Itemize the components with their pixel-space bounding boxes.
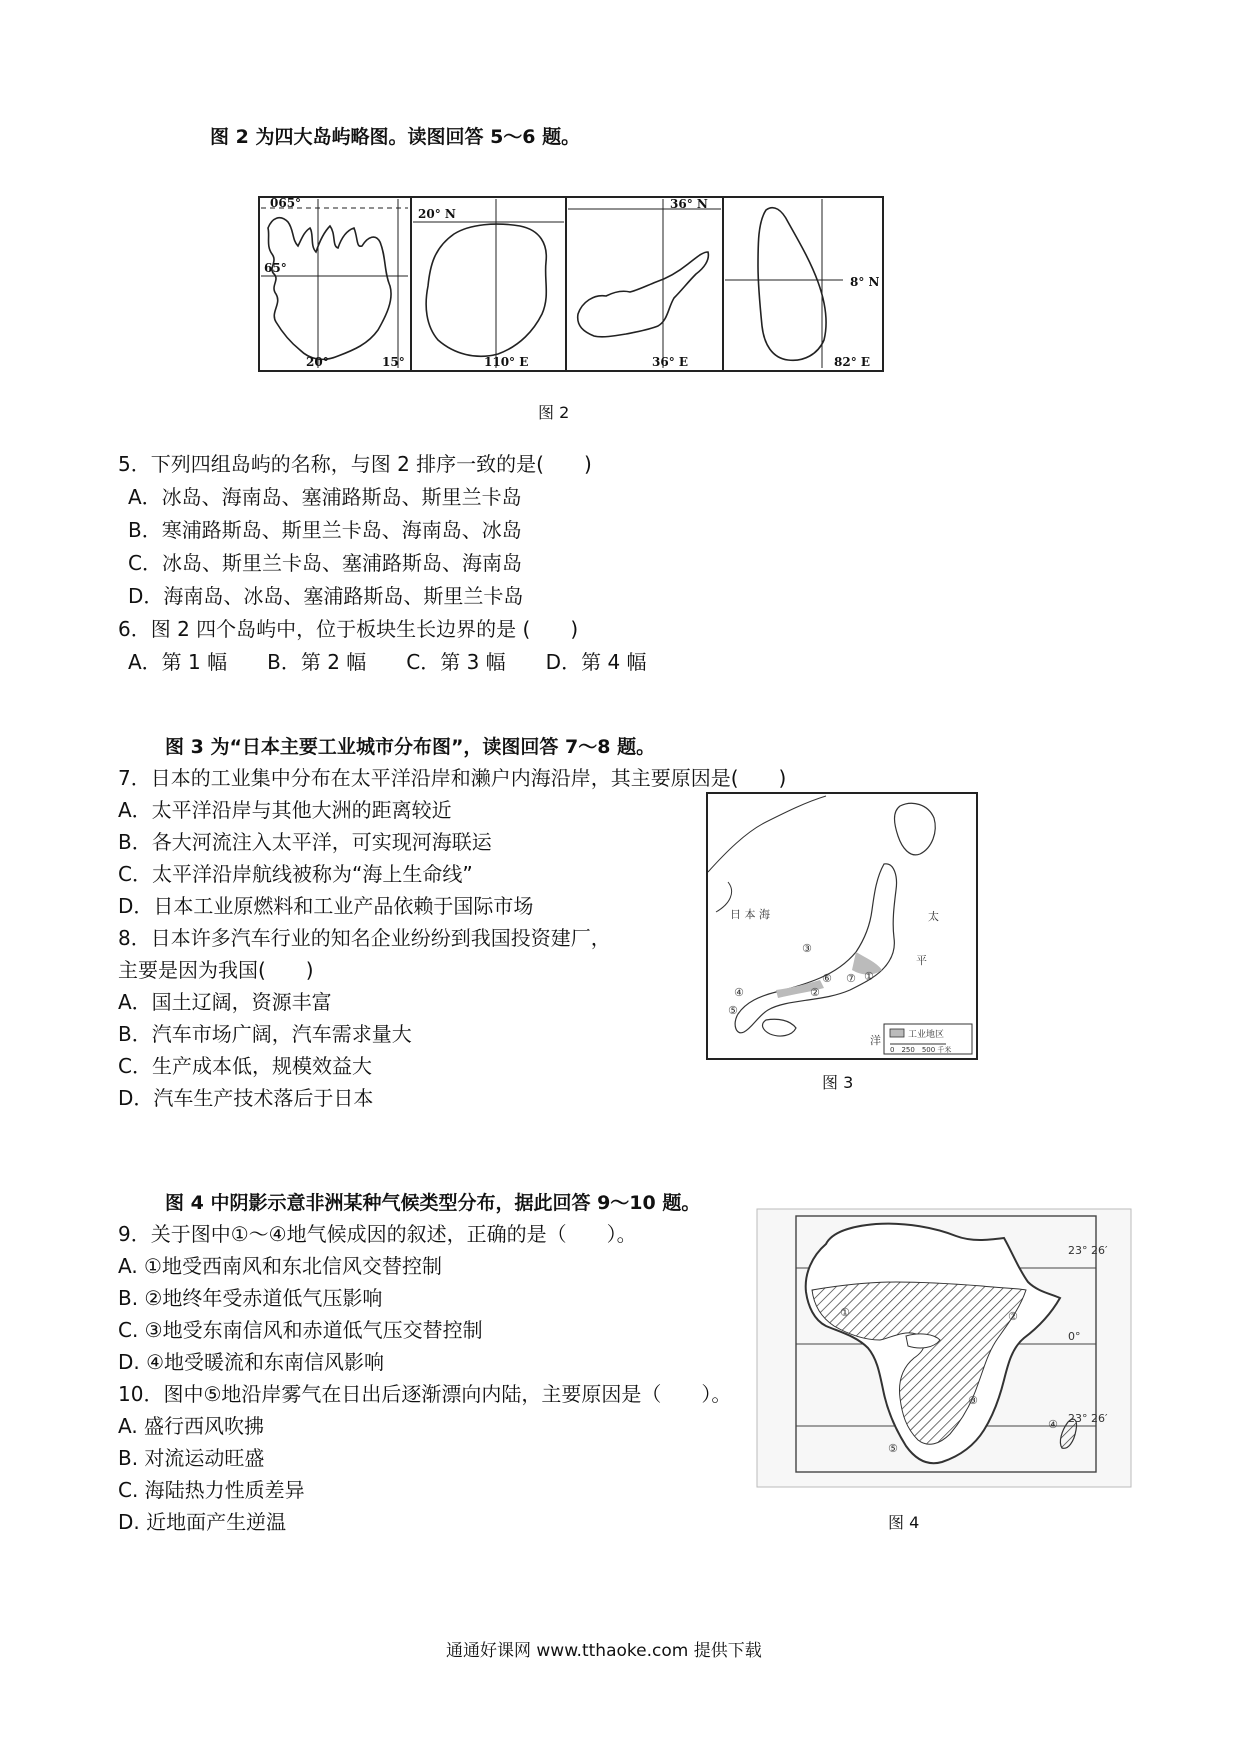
africa-marker-1: ① xyxy=(840,1306,850,1319)
section3-heading: 图 4 中阴影示意非洲某种气候类型分布，据此回答 9～10 题。 xyxy=(165,1192,701,1214)
question-10-stem: 10．图中⑤地沿岸雾气在日出后逐渐漂向内陆，主要原因是（ ）。 xyxy=(118,1382,732,1406)
question-9-option-d: D. ④地受暖流和东南信风影响 xyxy=(118,1350,385,1374)
ocean-char-2: 平 xyxy=(916,954,927,967)
africa-marker-4: ④ xyxy=(1048,1418,1058,1431)
sea-of-japan-label: 日 本 海 xyxy=(730,908,770,921)
panel4-lat-label: 8° N xyxy=(850,275,880,289)
question-5-stem: 5．下列四组岛屿的名称，与图 2 排序一致的是( ) xyxy=(118,452,592,476)
figure-3-caption: 图 3 xyxy=(822,1073,854,1092)
africa-marker-2: ② xyxy=(1008,1310,1018,1323)
question-6-options: A．第 1 幅 B．第 2 幅 C．第 3 幅 D．第 4 幅 xyxy=(128,650,647,674)
city-marker-2: ② xyxy=(810,986,820,999)
panel2-lon-label: 110° E xyxy=(484,355,529,369)
ocean-char-1: 太 xyxy=(928,910,939,923)
panel1-lat-side-label: 65° xyxy=(264,261,287,275)
question-5-option-b: B．寒浦路斯岛、斯里兰卡岛、海南岛、冰岛 xyxy=(128,518,522,542)
panel4-lon-label: 82° E xyxy=(834,355,871,369)
figure-2-islands-map xyxy=(258,196,884,372)
scale-bar-label: 0 250 500 千米 xyxy=(890,1046,952,1054)
city-marker-1: ① xyxy=(864,970,874,983)
question-10-option-c: C. 海陆热力性质差异 xyxy=(118,1478,305,1502)
question-9-stem: 9．关于图中①～④地气候成因的叙述，正确的是（ ）。 xyxy=(118,1222,637,1246)
city-marker-7: ⑦ xyxy=(846,972,856,985)
city-marker-3: ③ xyxy=(802,942,812,955)
question-5-option-d: D．海南岛、冰岛、塞浦路斯岛、斯里兰卡岛 xyxy=(128,584,524,608)
figure-4 xyxy=(756,1208,1132,1488)
figure-4-africa-map xyxy=(756,1208,1132,1488)
question-8-option-b: B．汽车市场广阔，汽车需求量大 xyxy=(118,1022,412,1046)
question-5-option-c: C．冰岛、斯里兰卡岛、塞浦路斯岛、海南岛 xyxy=(128,551,522,575)
lat-south-label: 23° 26′ xyxy=(1068,1412,1108,1425)
question-8-stem-cont: 主要是因为我国( ) xyxy=(118,958,314,982)
question-8-stem: 8．日本许多汽车行业的知名企业纷纷到我国投资建厂， xyxy=(118,926,611,950)
question-10-option-b: B. 对流运动旺盛 xyxy=(118,1446,265,1470)
figure-4-caption: 图 4 xyxy=(888,1513,920,1532)
africa-marker-5: ⑤ xyxy=(888,1442,898,1455)
figure-3-japan-map xyxy=(706,792,978,1060)
footer-source: 通通好课网 www.tthaoke.com 提供下载 xyxy=(446,1641,762,1661)
panel3-lat-label: 36° N xyxy=(670,197,708,211)
figure-2-caption: 图 2 xyxy=(538,403,570,422)
question-7-option-a: A．太平洋沿岸与其他大洲的距离较近 xyxy=(118,798,452,822)
question-5-option-a: A．冰岛、海南岛、塞浦路斯岛、斯里兰卡岛 xyxy=(128,485,522,509)
section2-heading: 图 3 为“日本主要工业城市分布图”，读图回答 7～8 题。 xyxy=(165,736,656,758)
question-7-option-d: D．日本工业原燃料和工业产品依赖于国际市场 xyxy=(118,894,534,918)
ocean-char-3: 洋 xyxy=(870,1034,881,1047)
figure-2 xyxy=(258,196,884,372)
question-9-option-c: C. ③地受东南信风和赤道低气压交替控制 xyxy=(118,1318,483,1342)
africa-marker-3: ③ xyxy=(968,1394,978,1407)
city-marker-6: ⑥ xyxy=(822,972,832,985)
question-7-stem: 7．日本的工业集中分布在太平洋沿岸和濑户内海沿岸，其主要原因是( ) xyxy=(118,766,787,790)
question-7-option-b: B．各大河流注入太平洋，可实现河海联运 xyxy=(118,830,492,854)
question-9-option-a: A. ①地受西南风和东北信风交替控制 xyxy=(118,1254,442,1278)
panel2-lat-label: 20° N xyxy=(418,207,456,221)
legend-industrial-area: 工业地区 xyxy=(908,1030,945,1040)
question-8-option-a: A．国土辽阔，资源丰富 xyxy=(118,990,332,1014)
question-7-option-c: C．太平洋沿岸航线被称为“海上生命线” xyxy=(118,862,473,886)
lat-north-label: 23° 26′ xyxy=(1068,1244,1108,1257)
panel1-lon-left-label: 20° xyxy=(306,355,329,369)
figure-3 xyxy=(706,792,978,1060)
question-10-option-d: D. 近地面产生逆温 xyxy=(118,1510,287,1534)
question-6-stem: 6．图 2 四个岛屿中，位于板块生长边界的是 ( ) xyxy=(118,617,579,641)
question-8-option-d: D．汽车生产技术落后于日本 xyxy=(118,1086,374,1110)
city-marker-5: ⑤ xyxy=(728,1004,738,1017)
question-8-option-c: C．生产成本低，规模效益大 xyxy=(118,1054,372,1078)
section1-heading: 图 2 为四大岛屿略图。读图回答 5～6 题。 xyxy=(210,126,581,148)
panel3-lon-label: 36° E xyxy=(652,355,689,369)
question-9-option-b: B. ②地终年受赤道低气压影响 xyxy=(118,1286,383,1310)
panel1-lat-top-label: 065° xyxy=(270,196,302,210)
city-marker-4: ④ xyxy=(734,986,744,999)
question-10-option-a: A. 盛行西风吹拂 xyxy=(118,1414,265,1438)
equator-label: 0° xyxy=(1068,1330,1081,1343)
panel1-lon-right-label: 15° xyxy=(382,355,405,369)
